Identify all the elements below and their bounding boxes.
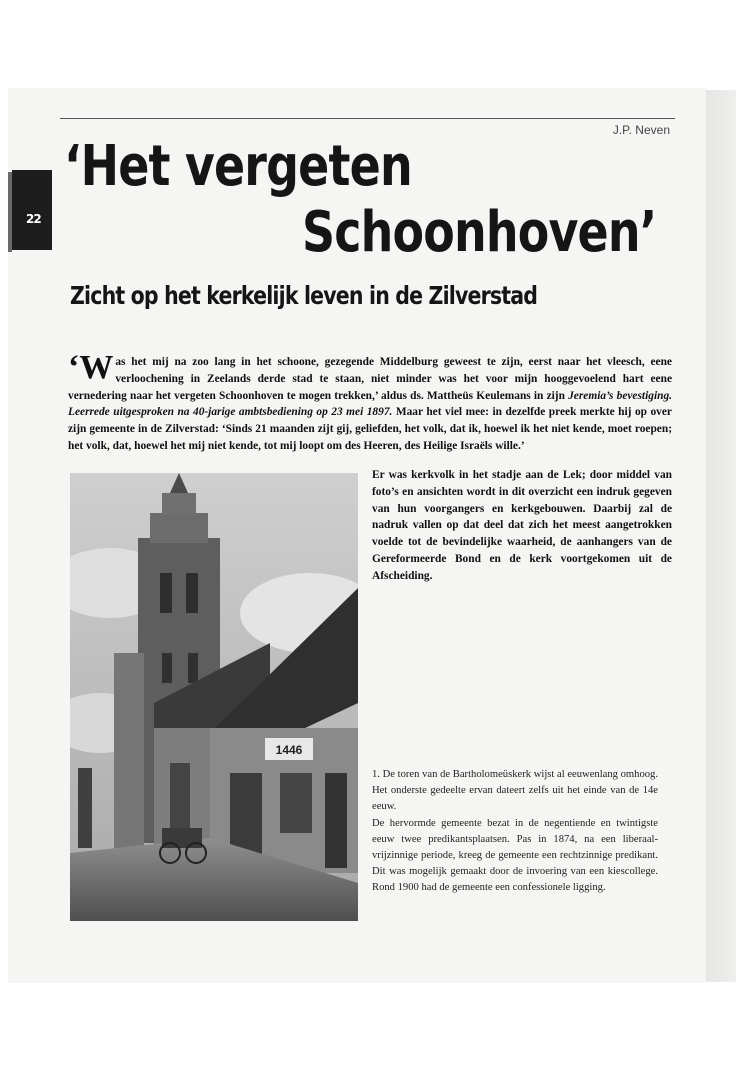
- next-page-edge: [706, 90, 736, 982]
- church-tower-photo: [70, 473, 358, 921]
- header-rule: [60, 118, 675, 119]
- subtitle: Zicht op het kerkelijk leven in de Zilverstad: [70, 281, 538, 310]
- author-name: J.P. Neven: [612, 123, 670, 137]
- intro-text-italic: Jeremia’s bevestiging. Leerrede uitgesproken na 40-jarige ambtsbediening op 23 mei 1897.: [68, 389, 672, 419]
- street-scene-illustration: [70, 473, 358, 921]
- page-number: 22: [26, 212, 41, 226]
- title-line-2: Schoonhoven’: [302, 200, 657, 265]
- intro-text-b: Maar het viel mee: in dezelfde preek merkte hij op over zijn gemeente in de Zilverstad: ‘Sinds 21 maanden zijt gij, geliefden, het volk, dat ik, hoewel ik het niet kende, moet roepen; het volk, dat, hoewel het mij niet kende, tot mij loopt om des Heeren, des Heilige Israëls wille.’: [68, 406, 672, 452]
- right-column-text: Er was kerkvolk in het stadje aan de Lek; door middel van foto’s en ansichten wordt in dit overzicht een indruk gegeven van hun voorgangers en kerkgebouwen. Daarbij zal de nadruk vallen op dat deel dat zich het meest aangetrokken voelde tot de bevindelijke waarheid, de aanhangers van de Gereformeerde Bond en de kerk voortgekomen uit de Afscheiding.: [372, 469, 672, 582]
- photo-caption: [372, 767, 658, 897]
- intro-paragraph: [68, 349, 672, 455]
- title-line-1: ‘Het vergeten: [64, 134, 412, 199]
- page-number-tab: [12, 170, 52, 250]
- intro-text-a: as het mij na zoo lang in het schoone, gezegende Middelburg geweest te zijn, eerst naar het vleesch, eene verloochening in Zeelands derde stad te staan, niet minder was het voor mijn hooggevoelend hart eene vernedering naar het vergeten Schoonhoven te mogen trekken,’ aldus ds. Mattheüs Keulemans in zijn: [68, 356, 672, 402]
- dropcap: ‘W: [68, 349, 114, 386]
- caption-paragraph-1: 1. De toren van de Bartholomeüskerk wijst al eeuwenlang omhoog. Het onderste gedeelte ervan dateert zelfs uit het einde van de 14e eeuw.: [372, 769, 658, 813]
- shop-sign: 1446: [275, 743, 303, 757]
- caption-paragraph-2: De hervormde gemeente bezat in de negentiende en twintigste eeuw twee predikantsplaatsen. Pas in 1874, na een liberaal-vrijzinnige periode, kreeg de gemeente een rechtzinnige predikant. Dit was mogelijk gemaakt door de invoering van een kiescollege. Rond 1900 had de gemeente een confessionele ligging.: [372, 817, 658, 894]
